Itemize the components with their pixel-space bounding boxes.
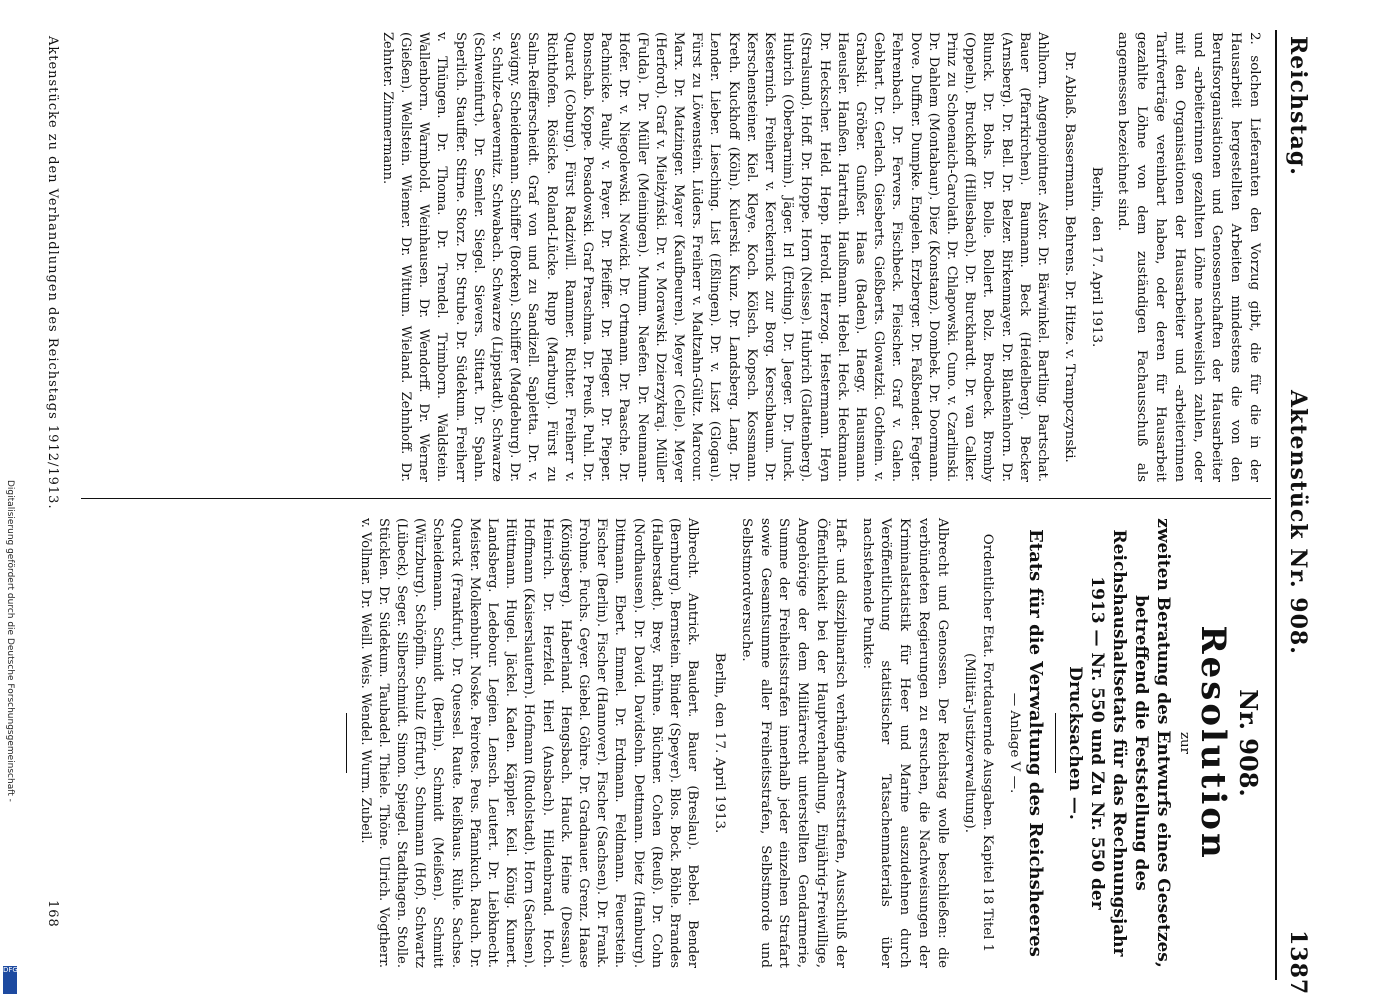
resolution-points: Haft- und disziplinarisch verhängte Arreststrafen, Ausschluß der Öffentlichkeit bei der Hauptverhandlung, Einjährig-Freiwillige, Angehörige der dem Militärrecht unterstellten Gendarmerie, Summe der Freiheitsstrafen innerhalb jeder einzelnen Strafart sowie Gesamtsumme aller Freiheitsstrafen, Selbstmorde und Selbstmordversuche. [738,518,848,968]
resolution-intro: Albrecht und Genossen. Der Reichstag wolle beschließen: die verbündeten Regierungen zu ersuchen, die Nachweisungen der Kriminalstatistik für Heer und Marine auszudehnen durch Veröffentlichung statistischer Tatsachenmaterials über nachstehende Punkte: [859,518,950,968]
left-date: Berlin, den 17. April 1913. [1088,166,1104,348]
footer-title: Aktenstücke zu den Verhandlungen des Reichstags 1912/1913. [45,36,60,510]
document-type: Resolution [1193,625,1233,861]
digitization-credit [1,0,23,1000]
header-left: Reichstag. [1285,36,1311,176]
left-name-list: Ahlhorn. Angenpointner. Astor. Dr. Bärwinkel. Bartling. Bartschat. Bauer (Pfarrkirchen). Baumann. Beck (Heidelberg). Becker (Arnsberg). Dr. Bell. Dr. Belzer. Birkenmayer. Dr. Blankenhorn. Dr. Blunck. Dr. Bohs. Dr. Bolle. Bollert. Bolz. Brodbeck. Bromby (Oppeln). Bruckhoff (Hillesbach). Dr. Burckhardt. Dr. van Calker. Prinz zu Schoenaich-Carolath. Dr. Chlapowski. Cuno. v. Czarlinski. Dr. Dahlem (Montabaur). Diez (Konstanz). Dombek. Dr. Doormann. Dove. Duffner. Dumpke. Engelen. Erzberger. Dr. Faßbender. Fegter. Fehrenbach. Dr. Fervers. Fischbeck. Fleischer. Graf v. Galen. Gebhart. Dr. Gerlach. Giesberts. Gießberts. Glowatzki. Gotheim. v. Grabski. Gröber. Gunßer. Haas (Baden). Haegy. Hausmann. Haeusler. Hanßen. Hartrath. Haußmann. Hebel. Heck. Heckmann. Dr. Heckscher. Held. Hepp. Herold. Herzog. Hestermann. Heyn (Stralsund). Hoff. Dr. Hoppe. Horn (Neisse). Hubrich (Glattenberg). Hubrich (Oberbarnim). Jäger. Irl (Erding). Dr. Jaeger. Dr. Junck. Kesternich. Freiherr v. Kerckerinck zur Borg. Kerschbaum. Dr. Kerschensteiner. Kiel. Kleye. Koch. Kölsch. Kopsch. Kossmann. Kreth. Kuckhoff (Köln). Kulerski. Kunz. Dr. Landsberg. Lang. Dr. Lender. Lieber. Liesching. List (Eßlingen). Dr. v. Liszt (Glogau). Fürst zu Löwenstein. Lüders. Freiherr v. Maltzahn-Gültz. Marcour. Marx. Dr. Matzinger. Mayer (Kaufbeuren). Meyer (Celle). Meyer (Herford). Graf v. Mielżyński. Dr. v. Morawski. Dzierzykraj. Müller (Fulda). Dr. Müller (Meiningen). Mumm. Naefen. Dr. Neumann-Hofer. Dr. v. Niegolewski. Nowicki. Dr. Ortmann. Dr. Paasche. Dr. Pachnicke. Pauly. v. Payer. Dr. Pfeiffer. Dr. Pfleger. Dr. Pieper. Bonschab. Koppe. Posadowski. Graf Praschma. Dr. Preuß. Puhl. Dr. Quarck (Coburg). Fürst Radziwill. Rammer. Richter. Freiherr v. Richthofen. Rösicke. Roland-Lücke. Rupp (Marburg). Fürst zu Salm-Reifferscheidt. Graf von und zu Sandizell. Sapletta. Dr. v. Savigny. Scheidemann. Schiffer (Borken). Schiffer (Magdeburg). Dr. v. Schulze-Gaevernitz. Schwabach. Schwarze (Lippstadt). Schwarze (Schweinfurt). Dr. Semler. Siegel. Sievers. Sittart. Dr. Spahn. Sperlich. Stauffer. Stirne. Storz. Dr. Strube. Dr. Südekum. Freiherr v. Thüngen. Dr. Thoma. Dr. Trendel. Trimborn. Waldstein. Wallenborn. Warmbold. Weinhausen. Dr. Wendorff. Dr. Werner (Gießen). Wellstein. Wiemer. Dr. Wittum. Wieland. Zehnhoff. Dr. Zehnter. Zimmermann. [379,32,1051,482]
document-page [15,0,1315,1000]
dfg-logo: DFG [3,966,17,994]
column-divider [81,498,1271,499]
right-name-list: Albrecht. Antrick. Baudert. Bauer (Breslau). Bebel. Bender (Bernburg). Bernstein. Binder (Speyer). Blos. Bock. Böhle. Brandes (Halberstadt). Brey. Brühne. Büchner. Cohen (Reuß). Dr. Cohn (Nordhausen). Dr. David. Davidsohn. Dettmann. Dietz (Hamburg). Dittmann. Ebert. Emmel. Dr. Erdmann. Feldmann. Feuerstein. Fischer (Berlin). Fischer (Hannover). Fischer (Sachsen). Dr. Frank. Frohme. Fuchs. Geyer. Giebel. Göhre. Dr. Gradnauer. Grenz. Haase (Königsberg). Haberland. Hengsbach. Hauck. Heine (Dessau). Heinrich. Dr. Herzfeld. Hierl (Ansbach). Hildenbrand. Hoch. Hoffmann (Kaiserslautern). Hofmann (Rudolstadt). Horn (Sachsen). Hüttmann. Hugel. Jäckel. Kaden. Käppler. Keil. König. Kunert. Landsberg. Ledebour. Legien. Lensch. Leutert. Dr. Liebknecht. Meister. Molkenbuhr. Noske. Peirotes. Peus. Pfannkuch. Rauch. Dr. Quarck (Frankfurt). Dr. Quessel. Raute. Reißhaus. Rühle. Sachse. Scheidemann. Schmidt (Berlin). Schmidt (Meißen). Schmitt (Würzburg). Schöpflin. Schulz (Erfurt). Schumann (Hof). Schwartz (Lübeck). Seger. Silberschmidt. Simon. Spiegel. Stadthagen. Stolle. Stücklen. Dr. Südekum. Taubadel. Thiele. Thöne. Ulrich. Vogtherr. v. Vollmar. Dr. Weill. Weis. Wendel. Wurm. Zubeil. [357,518,701,968]
item-2-text: 2. solchen Lieferanten den Vorzug gibt, die für die in der Hausarbeit hergestellten Arbeiten mindestens die von den Berufsorganisationen und Genossenschaften der Hausarbeiter und -arbeiterinnen gezahlten Löhne nachweislich zahlen, oder mit den Organisationen der Hausarbeiter und -arbeiterinnen Tarifverträge vereinbart haben, oder deren für Hausarbeit gezahlte Löhne von dem zuständigen Fachausschuß als angemessen bezeichnet sind. [1115,32,1262,482]
left-column [378,32,1263,482]
right-date: Berlin, den 17. April 1913. [712,652,728,834]
document-number: Nr. 908. [1234,689,1263,797]
divider [1055,713,1056,773]
header-center: Aktenstück Nr. 908. [1285,390,1311,655]
kapitel: Ordentlicher Etat. Fortdauernde Ausgaben. Kapitel 18 Titel 1 (Militär-Justizverwaltung). [961,533,996,953]
left-signers: Dr. Ablaß. Bassermann. Behrens. Dr. Hitze. v. Trampczynski. [1061,51,1077,463]
page-number: 1387 [1285,930,1311,996]
header-rule [1275,30,1277,980]
anlage: — Anlage V —. [1007,692,1023,794]
right-column [338,518,1263,968]
etat-heading: Etats für die Verwaltung des Reichsheeres [1025,529,1047,957]
footer-page: 168 [45,900,60,928]
credit-text: Digitalisierung gefördert durch die Deutsche Forschungsgemeinschaft - [5,480,15,802]
zur-label: zur [1177,731,1192,755]
document-description: zweiten Beratung des Entwurfs eines Gesetzes, betreffend die Feststellung des Reichshaushaltsetats für das Rechnungsjahr 1913 — Nr. 550 und Zu Nr. 550 der Drucksachen —. [1065,518,1174,968]
end-rule [346,713,347,773]
